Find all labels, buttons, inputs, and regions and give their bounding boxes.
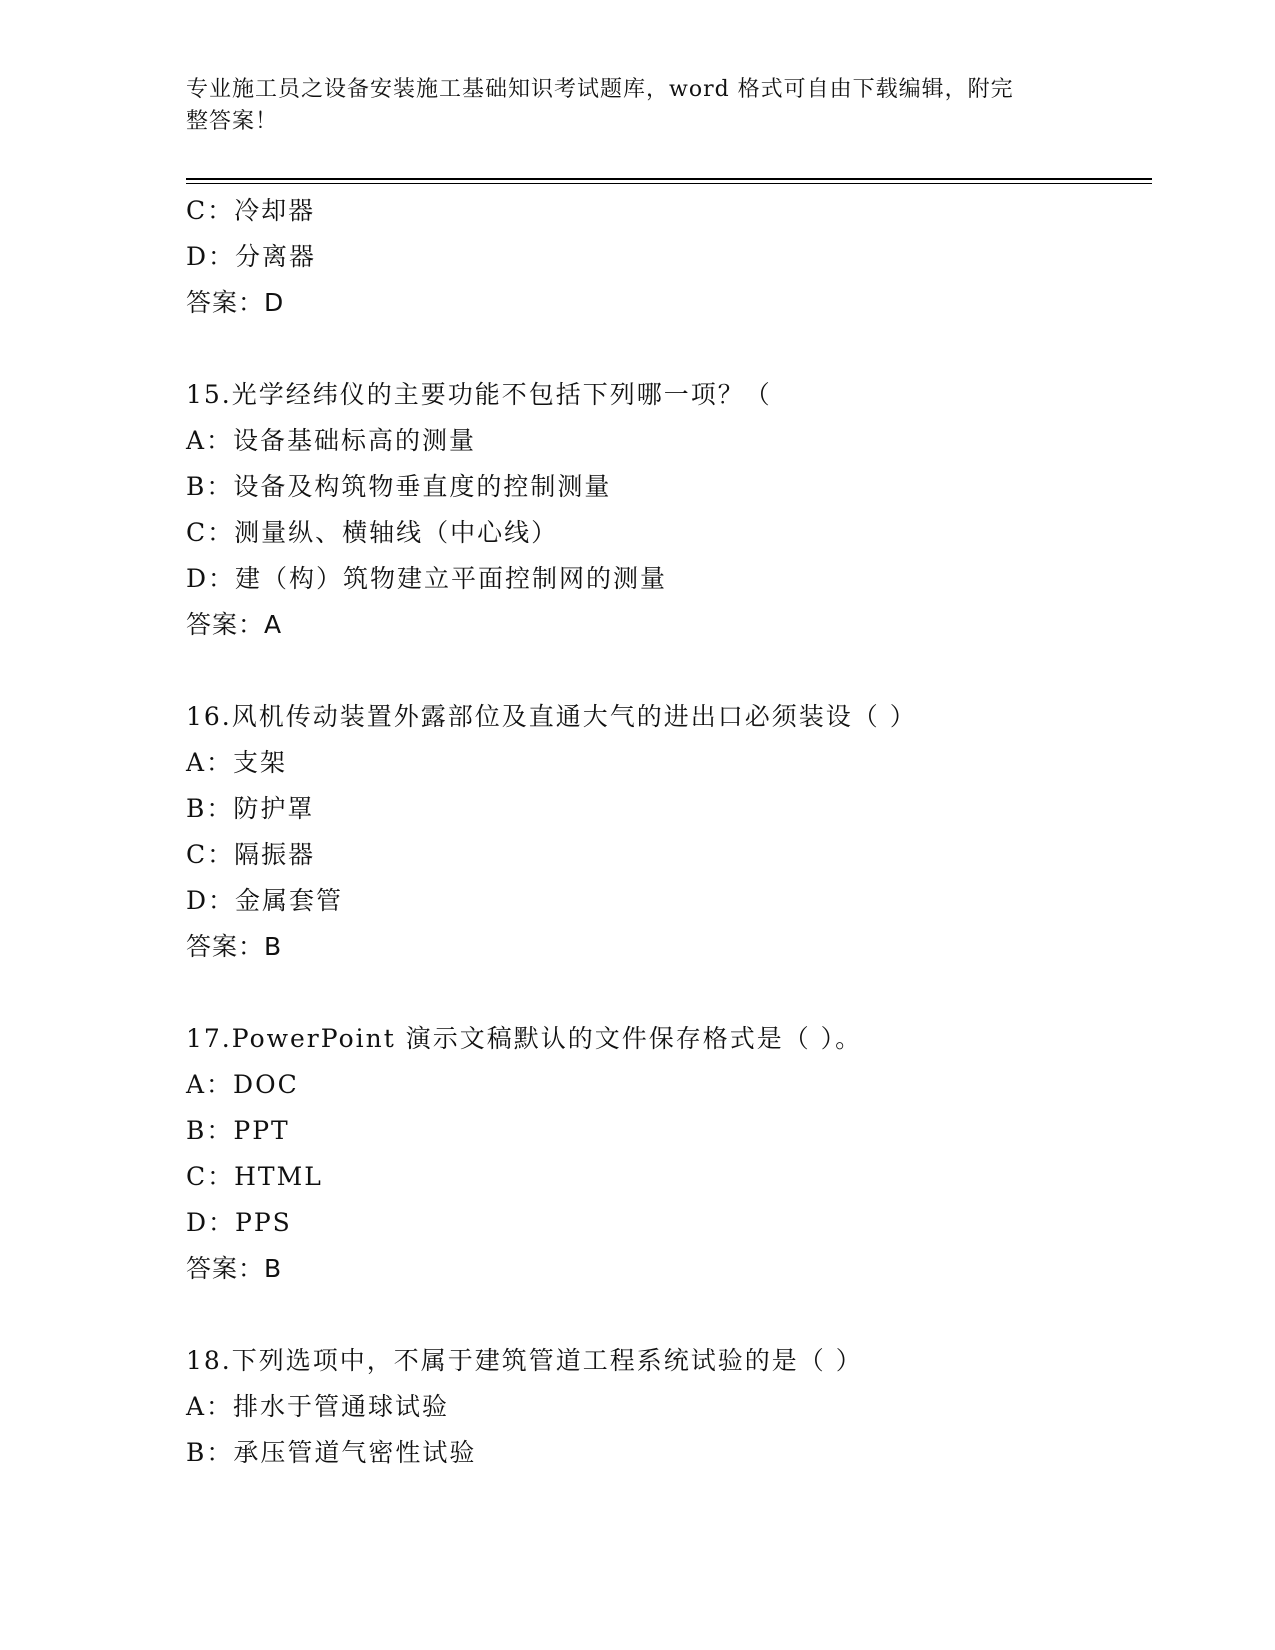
option-a: A：排水于管通球试验 xyxy=(186,1392,450,1421)
question-17 xyxy=(186,1016,1152,1292)
question-14-tail xyxy=(186,188,1152,326)
option-d: D：PPS xyxy=(186,1208,292,1237)
option-a: A：支架 xyxy=(186,748,288,777)
question-16 xyxy=(186,694,1152,970)
header-line-2: 整答案！ xyxy=(186,109,279,134)
question-text: 18.下列选项中，不属于建筑管道工程系统试验的是（ ） xyxy=(186,1346,863,1375)
question-text: 15.光学经纬仪的主要功能不包括下列哪一项？（ xyxy=(186,380,772,409)
header-rule-thin xyxy=(186,183,1152,184)
answer-line: 答案：B xyxy=(186,932,283,961)
option-a: A：DOC xyxy=(186,1070,299,1099)
spacer xyxy=(186,648,1152,694)
spacer xyxy=(186,326,1152,372)
option-b: B：承压管道气密性试验 xyxy=(186,1438,477,1467)
question-15 xyxy=(186,372,1152,648)
option-b: B：防护罩 xyxy=(186,794,315,823)
header-rule-thick xyxy=(186,178,1152,180)
option-b: B：设备及构筑物垂直度的控制测量 xyxy=(186,472,612,501)
option-b: B：PPT xyxy=(186,1116,290,1145)
question-text: 17.PowerPoint 演示文稿默认的文件保存格式是（ ）。 xyxy=(186,1024,863,1053)
spacer xyxy=(186,1292,1152,1338)
question-text: 16.风机传动装置外露部位及直通大气的进出口必须装设（ ） xyxy=(186,702,917,731)
option-c: C：测量纵、横轴线（中心线） xyxy=(186,518,559,547)
option-d: D：金属套管 xyxy=(186,886,344,915)
option-d: D：建（构）筑物建立平面控制网的测量 xyxy=(186,564,668,593)
header-line-1: 专业施工员之设备安装施工基础知识考试题库，word 格式可自由下载编辑，附完 xyxy=(186,77,1014,102)
question-list xyxy=(186,188,1152,1476)
option-a: A：设备基础标高的测量 xyxy=(186,426,477,455)
document-header xyxy=(186,74,1066,138)
answer-line: 答案：D xyxy=(186,288,285,317)
spacer xyxy=(186,970,1152,1016)
question-18 xyxy=(186,1338,1152,1476)
option-c: C：隔振器 xyxy=(186,840,316,869)
option-d: D：分离器 xyxy=(186,242,317,271)
option-c: C：冷却器 xyxy=(186,196,316,225)
answer-line: 答案：A xyxy=(186,610,283,639)
answer-line: 答案：B xyxy=(186,1254,283,1283)
option-c: C：HTML xyxy=(186,1162,323,1191)
